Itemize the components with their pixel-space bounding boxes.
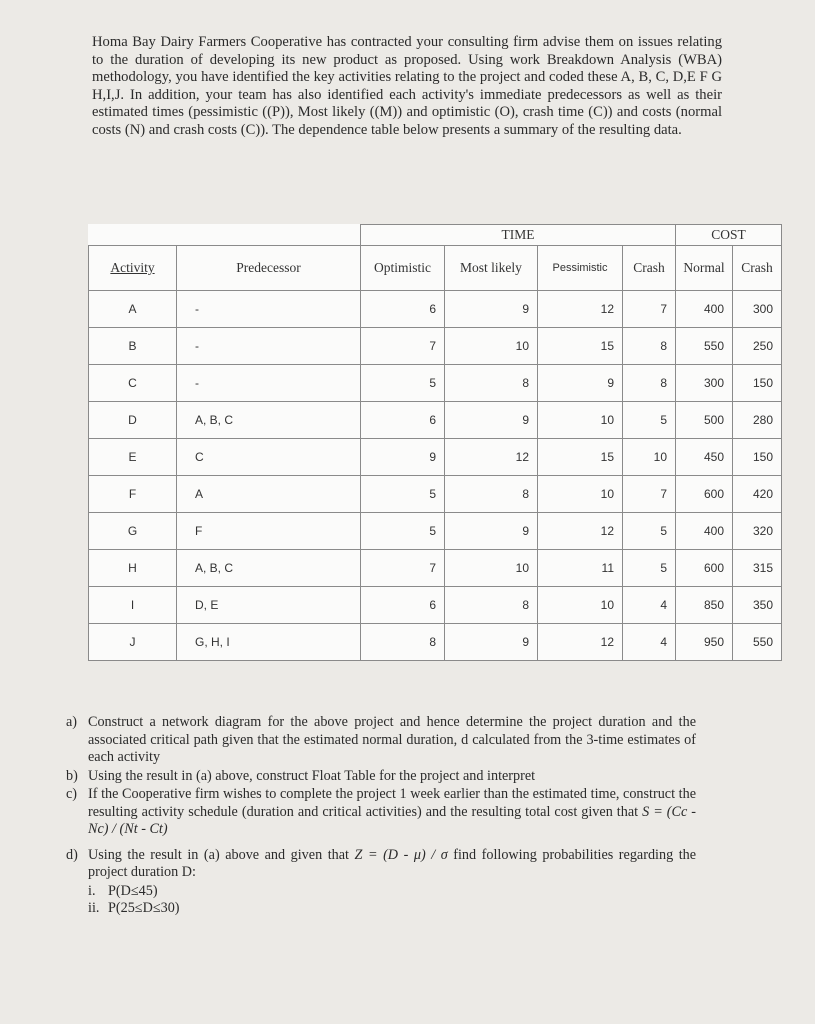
optimistic-cell: 8 bbox=[361, 624, 445, 661]
table-row bbox=[89, 624, 782, 661]
crash-cost-cell: 150 bbox=[733, 365, 782, 402]
pessimistic-cell: 10 bbox=[538, 402, 623, 439]
table-row bbox=[89, 587, 782, 624]
question-c: c) If the Cooperative firm wishes to complete the project 1 week earlier than the estimated time, construct the resulting activity schedule (duration and critical activities) and the resulting total cost given that S = (Cc - Nc) / (Nt - Ct) bbox=[66, 786, 696, 837]
cost-slope-formula: S = (Cc - Nc) / (Nt - Ct) bbox=[88, 803, 696, 837]
table-row bbox=[89, 513, 782, 550]
normal-cost-cell: 400 bbox=[676, 513, 733, 550]
activity-cell: G bbox=[89, 513, 177, 550]
normal-cost-cell: 500 bbox=[676, 402, 733, 439]
most-likely-cell: 10 bbox=[445, 550, 538, 587]
pessimistic-cell: 15 bbox=[538, 328, 623, 365]
crash-time-cell: 8 bbox=[623, 365, 676, 402]
header-most-likely: Most likely bbox=[445, 246, 538, 291]
crash-cost-cell: 350 bbox=[733, 587, 782, 624]
table-row bbox=[89, 402, 782, 439]
predecessor-cell: A bbox=[177, 476, 361, 513]
optimistic-cell: 7 bbox=[361, 328, 445, 365]
crash-time-cell: 8 bbox=[623, 328, 676, 365]
pessimistic-cell: 10 bbox=[538, 476, 623, 513]
cost-group-header: COST bbox=[676, 225, 782, 246]
crash-cost-cell: 320 bbox=[733, 513, 782, 550]
crash-time-cell: 4 bbox=[623, 624, 676, 661]
predecessor-cell: C bbox=[177, 439, 361, 476]
most-likely-cell: 9 bbox=[445, 624, 538, 661]
activity-cell: E bbox=[89, 439, 177, 476]
question-d: d) Using the result in (a) above and given that Z = (D - μ) / σ find following probabilities regarding the project duration D: bbox=[66, 846, 697, 880]
predecessor-cell: - bbox=[177, 328, 361, 365]
activity-cell: B bbox=[89, 328, 177, 365]
most-likely-cell: 12 bbox=[445, 439, 538, 476]
normal-cost-cell: 600 bbox=[676, 476, 733, 513]
crash-time-cell: 4 bbox=[623, 587, 676, 624]
question-b: b) Using the result in (a) above, construct Float Table for the project and interpret bbox=[66, 767, 536, 784]
predecessor-cell: F bbox=[177, 513, 361, 550]
most-likely-cell: 8 bbox=[445, 365, 538, 402]
crash-cost-cell: 150 bbox=[733, 439, 782, 476]
most-likely-cell: 10 bbox=[445, 328, 538, 365]
table-row bbox=[89, 439, 782, 476]
pessimistic-cell: 10 bbox=[538, 587, 623, 624]
normal-cost-cell: 950 bbox=[676, 624, 733, 661]
crash-cost-cell: 420 bbox=[733, 476, 782, 513]
pessimistic-cell: 11 bbox=[538, 550, 623, 587]
normal-cost-cell: 450 bbox=[676, 439, 733, 476]
normal-cost-cell: 300 bbox=[676, 365, 733, 402]
predecessor-cell: A, B, C bbox=[177, 402, 361, 439]
activity-cell: F bbox=[89, 476, 177, 513]
predecessor-cell: - bbox=[177, 365, 361, 402]
intro-paragraph: Homa Bay Dairy Farmers Cooperative has contracted your consulting firm advise them on issues relating to the duration of developing its new product as proposed. Using work Breakdown Analysis (WBA) methodology, you have identified the key activities relating to the project and coded these A, B, C, D,E F G H,I,J. In addition, your team has also identified each activity's immediate predecessors as well as their estimated times (pessimistic ((P)), Most likely ((M)) and optimistic (O), crash time (C)) and costs (normal costs (N) and crash costs (C)). The dependence table below presents a summary of the resulting data. bbox=[92, 34, 722, 138]
crash-cost-cell: 280 bbox=[733, 402, 782, 439]
header-activity: Activity bbox=[89, 246, 177, 291]
crash-cost-cell: 550 bbox=[733, 624, 782, 661]
crash-time-cell: 7 bbox=[623, 291, 676, 328]
optimistic-cell: 6 bbox=[361, 587, 445, 624]
crash-time-cell: 5 bbox=[623, 513, 676, 550]
predecessor-cell: - bbox=[177, 291, 361, 328]
most-likely-cell: 9 bbox=[445, 402, 538, 439]
questions-list bbox=[66, 714, 696, 918]
table-row bbox=[89, 328, 782, 365]
crash-cost-cell: 300 bbox=[733, 291, 782, 328]
activity-cell: C bbox=[89, 365, 177, 402]
optimistic-cell: 5 bbox=[361, 476, 445, 513]
question-a: a) Construct a network diagram for the above project and hence determine the project duration and the associated critical path given that the estimated normal duration, d calculated from the 3-time estimates of each activity bbox=[66, 714, 696, 765]
most-likely-cell: 9 bbox=[445, 291, 538, 328]
header-normal-cost: Normal bbox=[676, 246, 733, 291]
most-likely-cell: 8 bbox=[445, 587, 538, 624]
normal-cost-cell: 600 bbox=[676, 550, 733, 587]
activity-cell: J bbox=[89, 624, 177, 661]
table-row bbox=[89, 365, 782, 402]
table-row bbox=[89, 476, 782, 513]
predecessor-cell: A, B, C bbox=[177, 550, 361, 587]
header-pessimistic: Pessimistic bbox=[538, 246, 623, 291]
table-row bbox=[89, 550, 782, 587]
header-crash-cost: Crash bbox=[733, 246, 782, 291]
header-predecessor: Predecessor bbox=[177, 246, 361, 291]
pessimistic-cell: 12 bbox=[538, 291, 623, 328]
optimistic-cell: 6 bbox=[361, 402, 445, 439]
predecessor-cell: G, H, I bbox=[177, 624, 361, 661]
optimistic-cell: 9 bbox=[361, 439, 445, 476]
predecessor-cell: D, E bbox=[177, 587, 361, 624]
optimistic-cell: 5 bbox=[361, 365, 445, 402]
optimistic-cell: 5 bbox=[361, 513, 445, 550]
pessimistic-cell: 9 bbox=[538, 365, 623, 402]
activity-cell: D bbox=[89, 402, 177, 439]
header-optimistic: Optimistic bbox=[361, 246, 445, 291]
normal-cost-cell: 550 bbox=[676, 328, 733, 365]
question-d-item-1: i. P(D≤45) bbox=[88, 882, 158, 899]
activity-cell: I bbox=[89, 587, 177, 624]
dependence-table bbox=[88, 224, 782, 661]
activity-cell: A bbox=[89, 291, 177, 328]
most-likely-cell: 9 bbox=[445, 513, 538, 550]
pessimistic-cell: 15 bbox=[538, 439, 623, 476]
pessimistic-cell: 12 bbox=[538, 624, 623, 661]
z-score-formula: Z = (D - μ) / σ bbox=[354, 846, 448, 863]
pessimistic-cell: 12 bbox=[538, 513, 623, 550]
question-d-item-2: ii. P(25≤D≤30) bbox=[88, 900, 180, 916]
optimistic-cell: 6 bbox=[361, 291, 445, 328]
table-row bbox=[89, 291, 782, 328]
normal-cost-cell: 400 bbox=[676, 291, 733, 328]
crash-cost-cell: 250 bbox=[733, 328, 782, 365]
normal-cost-cell: 850 bbox=[676, 587, 733, 624]
most-likely-cell: 8 bbox=[445, 476, 538, 513]
crash-time-cell: 5 bbox=[623, 402, 676, 439]
crash-time-cell: 5 bbox=[623, 550, 676, 587]
crash-time-cell: 7 bbox=[623, 476, 676, 513]
optimistic-cell: 7 bbox=[361, 550, 445, 587]
crash-cost-cell: 315 bbox=[733, 550, 782, 587]
header-crash-time: Crash bbox=[623, 246, 676, 291]
activity-cell: H bbox=[89, 550, 177, 587]
crash-time-cell: 10 bbox=[623, 439, 676, 476]
time-group-header: TIME bbox=[361, 225, 676, 246]
